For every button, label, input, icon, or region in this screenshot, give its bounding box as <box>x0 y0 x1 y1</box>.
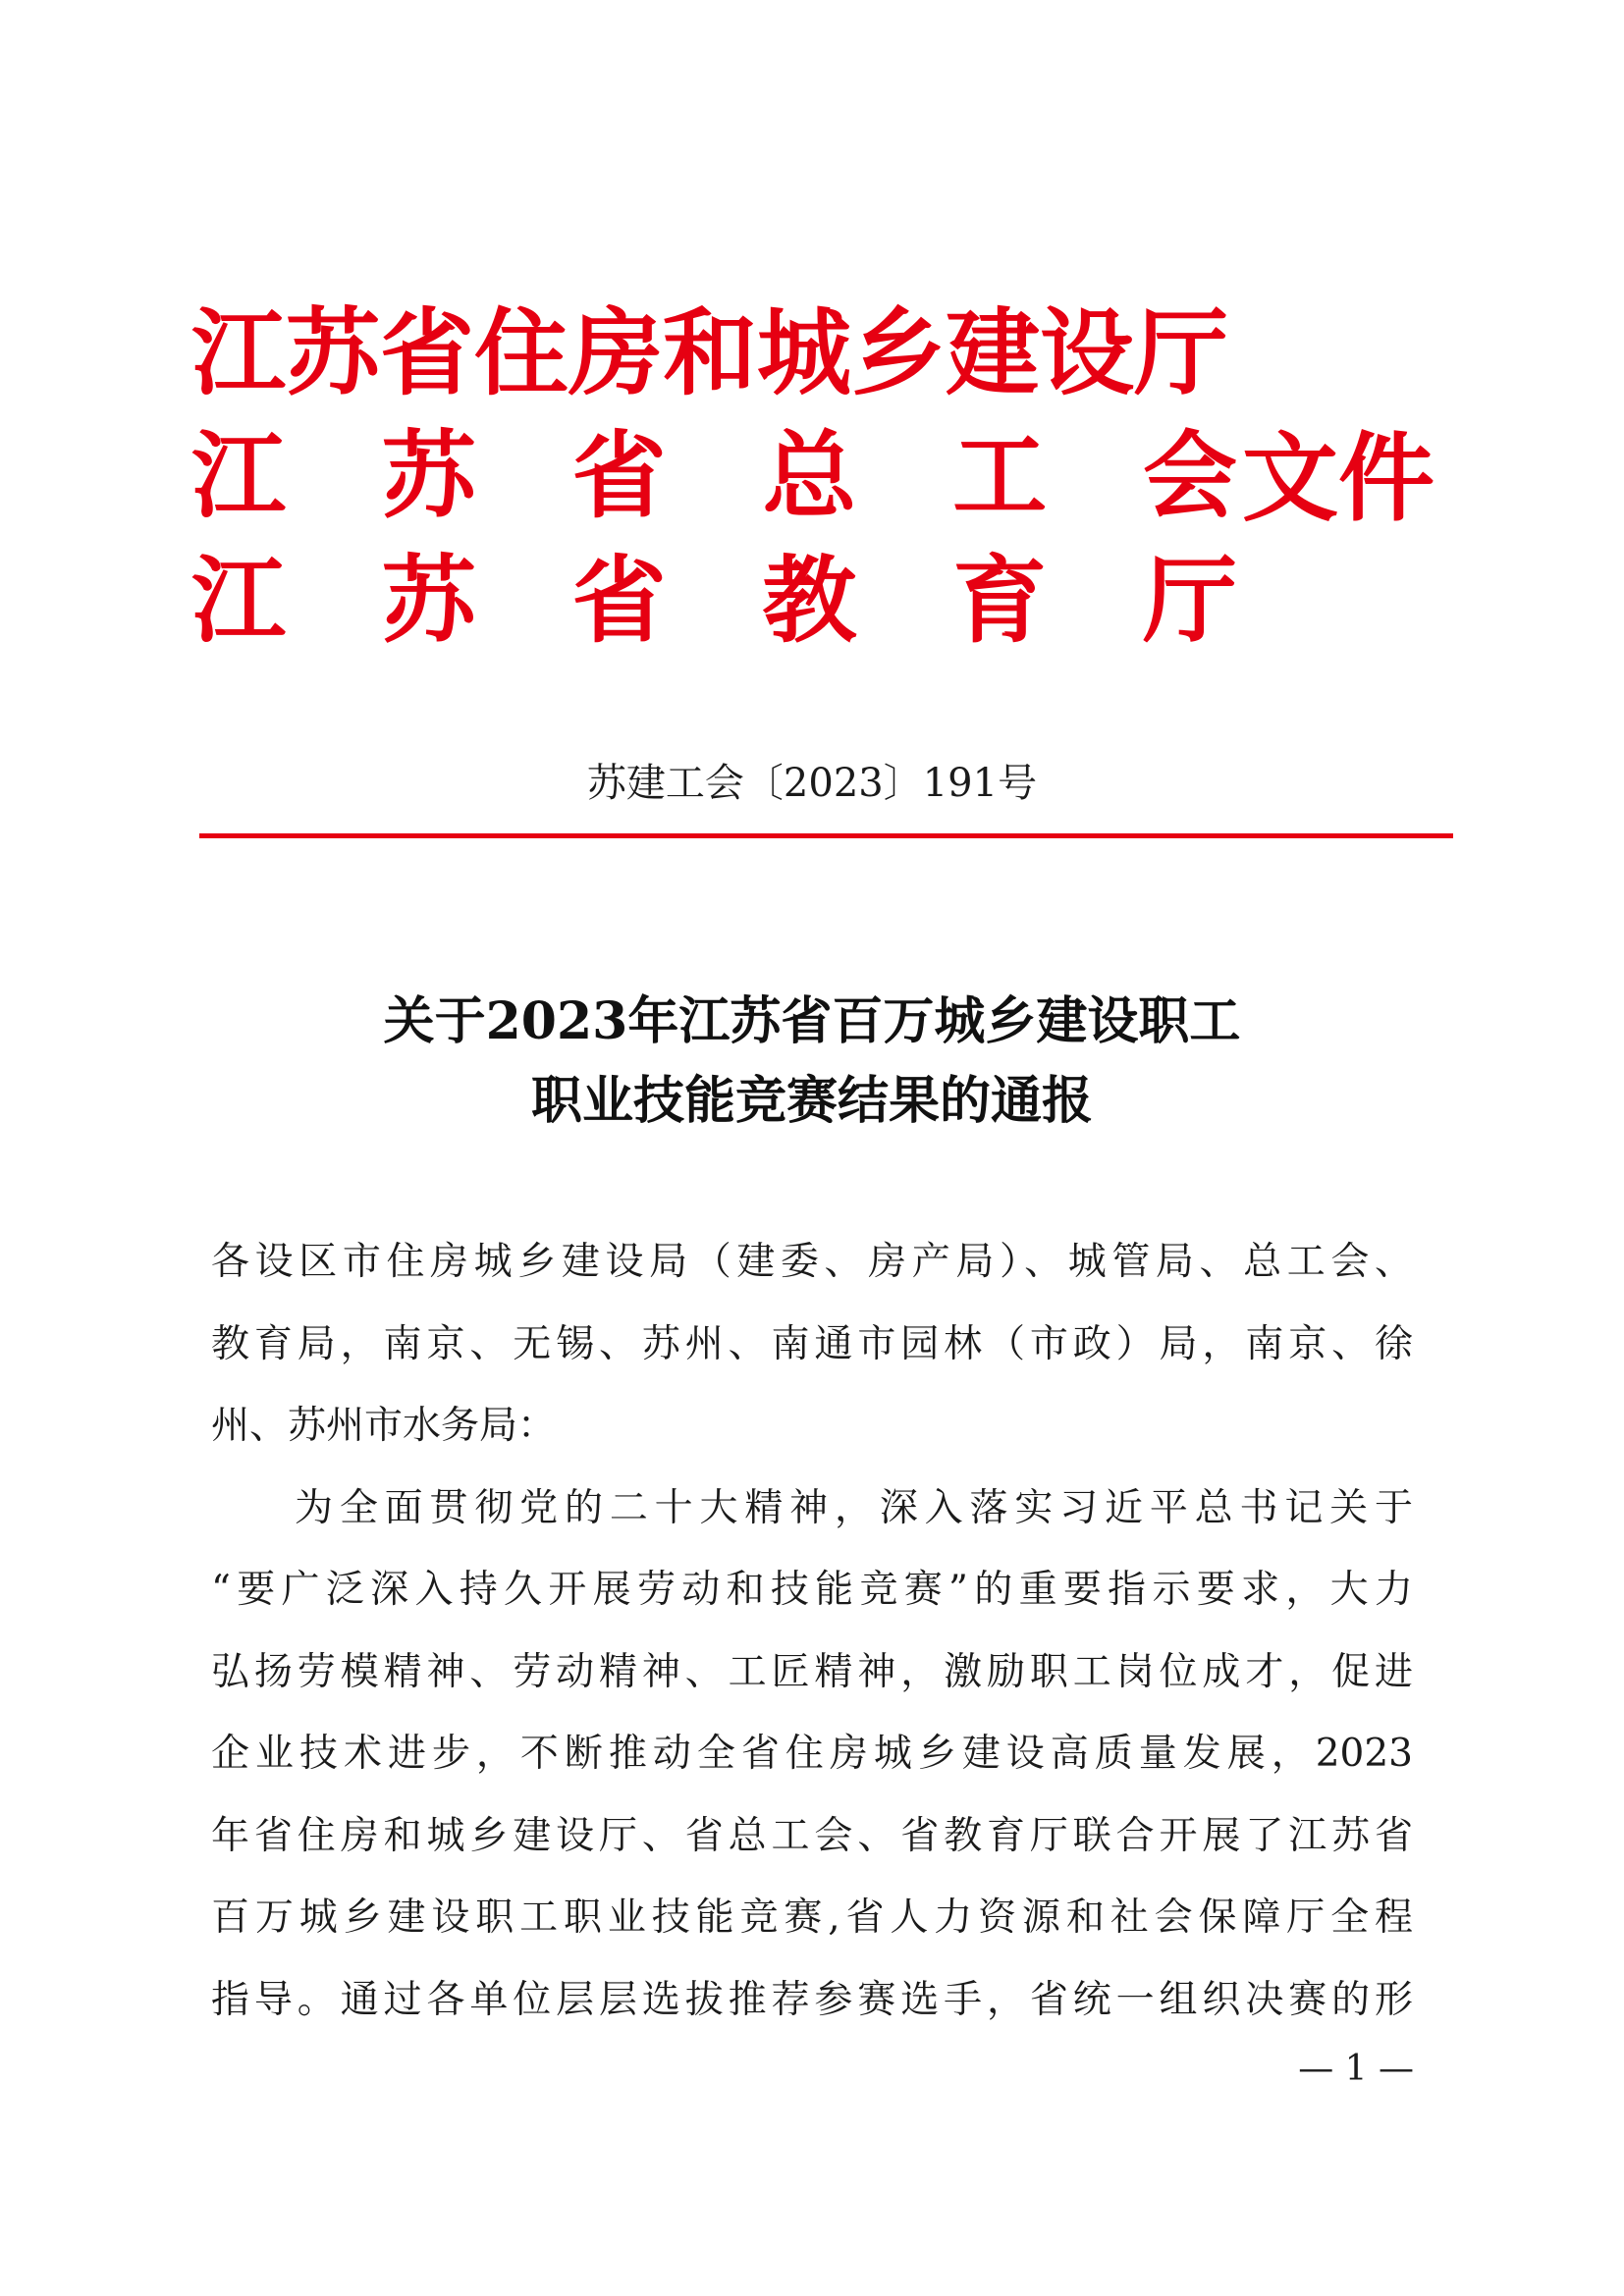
issuer-line-housing-text <box>191 294 1237 412</box>
body-line: 州、苏州市水务局： <box>211 1404 557 1448</box>
body-line: 为全面贯彻党的二十大精神，深入落实习近平总书记关于 <box>295 1486 1413 1530</box>
document-title-line-2: 职业技能竞赛结果的通报 <box>530 1071 1093 1131</box>
document-title-line-1: 关于2023年江苏省百万城乡建设职工 <box>383 991 1241 1051</box>
issuer-line-housing-label: 江苏省住房和城乡建设厅 <box>191 297 1228 408</box>
issuer-line-education-department <box>191 542 1237 660</box>
body-line: 弘扬劳模精神、劳动精神、工匠精神，激励职工岗位成才，促进 <box>211 1650 1413 1694</box>
header-divider <box>199 833 1453 838</box>
issuer-char: 苏 <box>381 420 476 531</box>
body-line: 各设区市住房城乡建设局（建委、房产局）、城管局、总工会、 <box>211 1240 1413 1284</box>
issuer-char: 育 <box>952 545 1048 656</box>
issuer-line-trade-union <box>191 417 1237 535</box>
issuer-char: 江 <box>191 420 286 531</box>
document-number: 苏建工会〔2023〕191号 <box>586 761 1038 806</box>
page-number: — 1 — <box>1298 2049 1414 2089</box>
body-line: 指导。通过各单位层层选拔推荐参赛选手，省统一组织决赛的形 <box>211 1978 1413 2022</box>
issuer-char: 苏 <box>381 545 476 656</box>
issuer-char: 省 <box>571 420 667 531</box>
issuer-char: 省 <box>571 545 667 656</box>
body-line: 百万城乡建设职工职业技能竞赛,省人力资源和社会保障厅全程 <box>211 1896 1413 1940</box>
issuer-char: 厅 <box>1142 545 1237 656</box>
body-line: 年省住房和城乡建设厅、省总工会、省教育厅联合开展了江苏省 <box>211 1814 1413 1858</box>
issuer-line-housing-department <box>191 294 1237 412</box>
body-line: 企业技术进步，不断推动全省住房城乡建设高质量发展，2023 <box>211 1732 1413 1776</box>
issuer-char: 会 <box>1142 420 1237 531</box>
body-line: 教育局，南京、无锡、苏州、南通市园林（市政）局，南京、徐 <box>211 1322 1413 1366</box>
issuer-char: 总 <box>762 420 857 531</box>
issuer-char: 工 <box>952 420 1048 531</box>
body-line: “要广泛深入持久开展劳动和技能竞赛”的重要指示要求，大力 <box>211 1568 1413 1612</box>
document-suffix: 文件 <box>1242 422 1435 535</box>
issuer-char: 江 <box>191 545 286 656</box>
issuer-char: 教 <box>762 545 857 656</box>
